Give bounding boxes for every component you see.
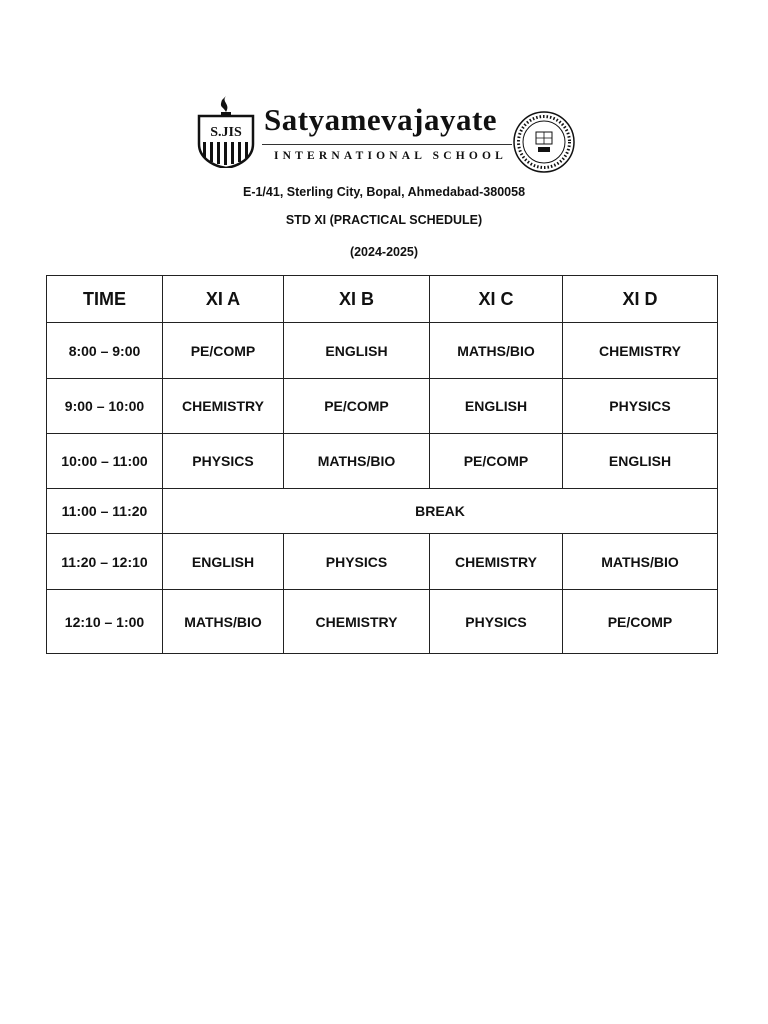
- school-crest-logo: [195, 94, 257, 168]
- header-time: TIME: [47, 276, 163, 323]
- break-cell: BREAK: [163, 489, 718, 534]
- table-row: [47, 590, 718, 654]
- header-xi-b: XI B: [284, 276, 430, 323]
- subject-cell: MATHS/BIO: [563, 534, 718, 590]
- table-row: [47, 434, 718, 489]
- subject-cell: CHEMISTRY: [163, 379, 284, 434]
- subject-cell: CHEMISTRY: [430, 534, 563, 590]
- subject-cell: MATHS/BIO: [284, 434, 430, 489]
- document-title: STD XI (PRACTICAL SCHEDULE): [285, 213, 483, 227]
- table-row: [47, 534, 718, 590]
- table-row-break: [47, 489, 718, 534]
- subject-cell: CHEMISTRY: [284, 590, 430, 654]
- academic-year: (2024-2025): [349, 245, 419, 259]
- subject-cell: PE/COMP: [563, 590, 718, 654]
- time-cell: 9:00 – 10:00: [47, 379, 163, 434]
- school-subtitle: INTERNATIONAL SCHOOL: [274, 150, 508, 162]
- subject-cell: PE/COMP: [430, 434, 563, 489]
- subject-cell: ENGLISH: [563, 434, 718, 489]
- subject-cell: ENGLISH: [430, 379, 563, 434]
- subject-cell: PHYSICS: [430, 590, 563, 654]
- header-xi-a: XI A: [163, 276, 284, 323]
- school-address: E-1/41, Sterling City, Bopal, Ahmedabad-380058: [242, 185, 526, 199]
- time-cell: 10:00 – 11:00: [47, 434, 163, 489]
- subject-cell: PE/COMP: [163, 323, 284, 379]
- header-xi-d: XI D: [563, 276, 718, 323]
- subject-cell: MATHS/BIO: [430, 323, 563, 379]
- subject-cell: MATHS/BIO: [163, 590, 284, 654]
- subject-cell: ENGLISH: [284, 323, 430, 379]
- time-cell: 11:00 – 11:20: [47, 489, 163, 534]
- crest-text: S.JIS: [210, 125, 242, 140]
- subject-cell: PHYSICS: [163, 434, 284, 489]
- table-row: [47, 323, 718, 379]
- school-header: [0, 90, 768, 180]
- time-cell: 8:00 – 9:00: [47, 323, 163, 379]
- subject-cell: CHEMISTRY: [563, 323, 718, 379]
- table-row: [47, 379, 718, 434]
- practical-schedule-table: [46, 275, 718, 654]
- table-header-row: [47, 276, 718, 323]
- school-name: Satyamevajayate: [264, 102, 498, 137]
- header-xi-c: XI C: [430, 276, 563, 323]
- time-cell: 12:10 – 1:00: [47, 590, 163, 654]
- subject-cell: PE/COMP: [284, 379, 430, 434]
- time-cell: 11:20 – 12:10: [47, 534, 163, 590]
- subject-cell: ENGLISH: [163, 534, 284, 590]
- subject-cell: PHYSICS: [284, 534, 430, 590]
- board-seal-logo: [512, 110, 576, 174]
- divider: [262, 144, 512, 145]
- subject-cell: PHYSICS: [563, 379, 718, 434]
